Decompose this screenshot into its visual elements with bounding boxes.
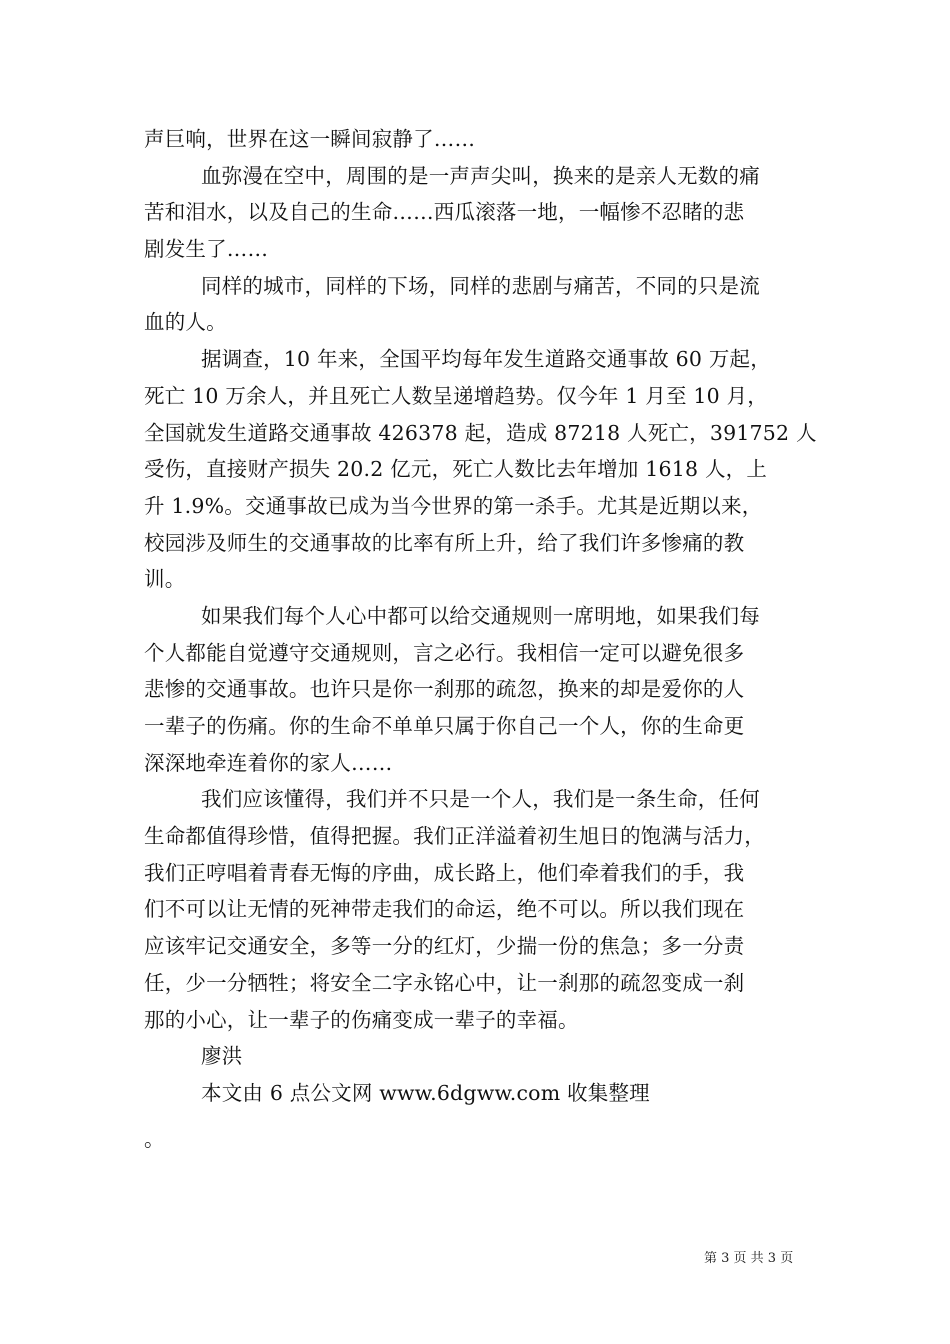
text-line: 血的人。 — [144, 310, 227, 335]
text-line: 应该牢记交通安全，多等一分的红灯，少揣一份的焦急；多一分责 — [144, 934, 745, 959]
text-line: 训。 — [144, 567, 186, 592]
text-line: 剧发生了…… — [144, 237, 269, 262]
document-body — [144, 121, 824, 1112]
trailing-period: 。 — [144, 1127, 165, 1151]
paragraph-start-line: 如果我们每个人心中都可以给交通规则一席明地，如果我们每 — [201, 603, 760, 628]
text-line: 个人都能自觉遵守交通规则，言之必行。我相信一定可以避免很多 — [144, 640, 745, 665]
source-note: 本文由 6 点公文网 www.6dgww.com 收集整理 — [201, 1080, 650, 1105]
text-line: 一辈子的伤痛。你的生命不单单只属于你自己一个人，你的生命更 — [144, 714, 745, 738]
paragraph-start-line: 同样的城市，同样的下场，同样的悲剧与痛苦，不同的只是流 — [201, 273, 760, 298]
text-line: 深深地牵连着你的家人…… — [144, 750, 393, 775]
text-line: 任，少一分牺牲；将安全二字永铭心中，让一刹那的疏忽变成一刹 — [144, 970, 745, 995]
text-line: 全国就发生道路交通事故 426378 起，造成 87218 人死亡，391752 人 — [144, 420, 817, 445]
text-line: 生命都值得珍惜，值得把握。我们正洋溢着初生旭日的饱满与活力， — [144, 824, 765, 849]
text-line: 悲惨的交通事故。也许只是你一刹那的疏忽，换来的却是爱你的人 — [144, 677, 745, 702]
text-line: 声巨响，世界在这一瞬间寂静了…… — [144, 127, 476, 151]
text-line: 我们正哼唱着青春无悔的序曲，成长路上，他们牵着我们的手，我 — [144, 860, 745, 885]
text-line: 受伤，直接财产损失 20.2 亿元，死亡人数比去年增加 1618 人，上 — [144, 457, 768, 482]
text-line: 那的小心，让一辈子的伤痛变成一辈子的幸福。 — [144, 1007, 579, 1032]
author-name: 廖洪 — [201, 1044, 243, 1069]
text-line: 苦和泪水，以及自己的生命……西瓜滚落一地，一幅惨不忍睹的悲 — [144, 200, 745, 225]
paragraph-start-line: 血弥漫在空中，周围的是一声声尖叫，换来的是亲人无数的痛 — [201, 163, 760, 188]
paragraph-start-line: 据调查，10 年来，全国平均每年发生道路交通事故 60 万起， — [201, 347, 771, 372]
paragraph-start-line: 我们应该懂得，我们并不只是一个人，我们是一条生命，任何 — [201, 787, 760, 812]
text-line: 升 1.9%。交通事故已成为当今世界的第一杀手。尤其是近期以来， — [144, 493, 763, 518]
text-line: 们不可以让无情的死神带走我们的命运，绝不可以。所以我们现在 — [144, 897, 745, 922]
text-line: 死亡 10 万余人，并且死亡人数呈递增趋势。仅今年 1 月至 10 月， — [144, 383, 769, 408]
page-number: 第 3 页 共 3 页 — [704, 1251, 794, 1266]
text-line: 校园涉及师生的交通事故的比率有所上升，给了我们许多惨痛的教 — [144, 530, 745, 555]
